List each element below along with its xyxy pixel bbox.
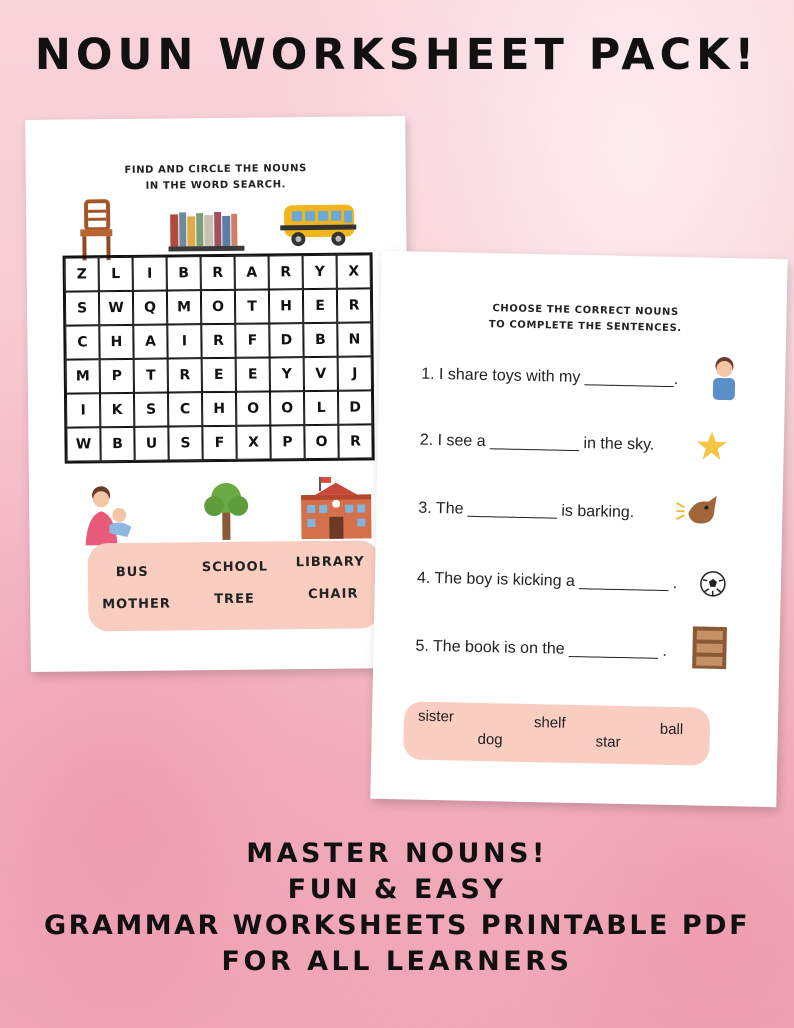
sentence-1: 1. I share toys with my __________. bbox=[421, 365, 679, 389]
grid-cell: C bbox=[65, 325, 99, 359]
grid-cell: X bbox=[337, 254, 371, 288]
grid-cell: H bbox=[202, 392, 236, 426]
grid-cell: T bbox=[134, 359, 168, 393]
soccer-ball-icon bbox=[699, 570, 728, 599]
grid-cell: R bbox=[269, 255, 303, 289]
grid-cell: I bbox=[133, 257, 167, 291]
grid-cell: R bbox=[201, 256, 235, 290]
books-icon bbox=[168, 210, 244, 253]
word-search-grid bbox=[63, 252, 375, 463]
word-bank-item: sister bbox=[417, 707, 455, 726]
mother-and-baby-icon bbox=[81, 485, 138, 548]
grid-cell: E bbox=[236, 357, 270, 391]
grid-cell: J bbox=[338, 356, 372, 390]
grid-cell: P bbox=[100, 359, 134, 393]
grid-cell: C bbox=[168, 392, 202, 426]
grid-cell: K bbox=[100, 393, 134, 427]
grid-cell: I bbox=[66, 393, 100, 427]
grid-cell: S bbox=[65, 291, 99, 325]
sentence-2: 2. I see a __________ in the sky. bbox=[419, 431, 655, 454]
grid-cell: X bbox=[236, 425, 270, 459]
word-bank-item: dog bbox=[477, 730, 503, 749]
promo-line: GRAMMAR WORKSHEETS PRINTABLE PDF bbox=[43, 910, 751, 941]
grid-cell: Y bbox=[303, 255, 337, 289]
sentence-4: 4. The boy is kicking a __________ . bbox=[416, 569, 678, 593]
shelf-icon bbox=[691, 625, 728, 670]
fill-in-instruction: CHOOSE THE CORRECT NOUNS TO COMPLETE THE SENTENCES. bbox=[488, 303, 682, 335]
word-bank-answers bbox=[403, 701, 710, 765]
grid-cell: U bbox=[134, 427, 168, 461]
grid-cell: W bbox=[66, 427, 100, 461]
grid-cell: O bbox=[236, 391, 270, 425]
grid-cell: W bbox=[99, 291, 133, 325]
word-bank-item: MOTHER bbox=[102, 596, 171, 613]
grid-cell: L bbox=[99, 257, 133, 291]
grid-cell: O bbox=[270, 391, 304, 425]
grid-cell: R bbox=[338, 424, 372, 458]
word-bank-item: TREE bbox=[214, 591, 255, 608]
chair-icon bbox=[76, 199, 117, 263]
grid-cell: B bbox=[167, 256, 201, 290]
word-bank-item: star bbox=[595, 733, 621, 751]
grid-cell: Q bbox=[133, 291, 167, 325]
promo-line: FUN & EASY bbox=[287, 874, 507, 905]
headline: NOUN WORKSHEET PACK! bbox=[34, 30, 760, 80]
grid-cell: F bbox=[235, 323, 269, 357]
dog-icon bbox=[674, 493, 721, 530]
grid-cell: M bbox=[167, 290, 201, 324]
grid-cell: V bbox=[304, 357, 338, 391]
grid-cell: E bbox=[202, 358, 236, 392]
fill-in-nouns-worksheet bbox=[370, 251, 787, 807]
sentence-3: 3. The __________ is barking. bbox=[418, 499, 635, 522]
word-bank-item: LIBRARY bbox=[295, 554, 365, 571]
promo-line: MASTER NOUNS! bbox=[246, 838, 548, 869]
grid-cell: R bbox=[168, 358, 202, 392]
word-bank-item: SCHOOL bbox=[201, 559, 269, 576]
promo-text bbox=[0, 836, 794, 980]
word-search-worksheet bbox=[25, 116, 411, 672]
grid-cell: P bbox=[270, 425, 304, 459]
grid-cell: I bbox=[167, 324, 201, 358]
word-bank-item: BUS bbox=[115, 564, 149, 581]
grid-cell: A bbox=[235, 255, 269, 289]
grid-cell: T bbox=[235, 289, 269, 323]
grid-cell: O bbox=[201, 290, 235, 324]
grid-cell: S bbox=[168, 426, 202, 460]
grid-cell: Y bbox=[270, 357, 304, 391]
grid-cell: S bbox=[134, 393, 168, 427]
grid-cell: F bbox=[202, 426, 236, 460]
grid-cell: A bbox=[133, 325, 167, 359]
word-bank-item: CHAIR bbox=[308, 586, 359, 603]
grid-cell: M bbox=[66, 359, 100, 393]
word-bank-item: ball bbox=[659, 720, 684, 739]
grid-cell: D bbox=[338, 390, 372, 424]
word-bank-nouns bbox=[88, 540, 381, 631]
grid-cell: R bbox=[337, 288, 371, 322]
school-building-icon bbox=[297, 476, 376, 541]
star-icon bbox=[695, 429, 728, 462]
grid-cell: Z bbox=[65, 257, 99, 291]
word-bank-item: shelf bbox=[533, 714, 566, 732]
school-bus-icon bbox=[278, 201, 358, 250]
grid-cell: B bbox=[303, 323, 337, 357]
grid-cell: O bbox=[304, 425, 338, 459]
sentence-5: 5. The book is on the __________ . bbox=[415, 637, 668, 660]
grid-cell: D bbox=[269, 323, 303, 357]
word-search-instruction: FIND AND CIRCLE THE NOUNS IN THE WORD SEARCH. bbox=[124, 163, 307, 192]
grid-cell: R bbox=[201, 324, 235, 358]
grid-cell: B bbox=[100, 427, 134, 461]
tree-icon bbox=[201, 480, 252, 543]
grid-cell: N bbox=[337, 322, 371, 356]
grid-cell: L bbox=[304, 391, 338, 425]
grid-cell: H bbox=[99, 325, 133, 359]
grid-cell: H bbox=[269, 289, 303, 323]
boy-icon bbox=[709, 356, 740, 403]
grid-cell: E bbox=[303, 289, 337, 323]
promo-line: FOR ALL LEARNERS bbox=[221, 946, 573, 977]
